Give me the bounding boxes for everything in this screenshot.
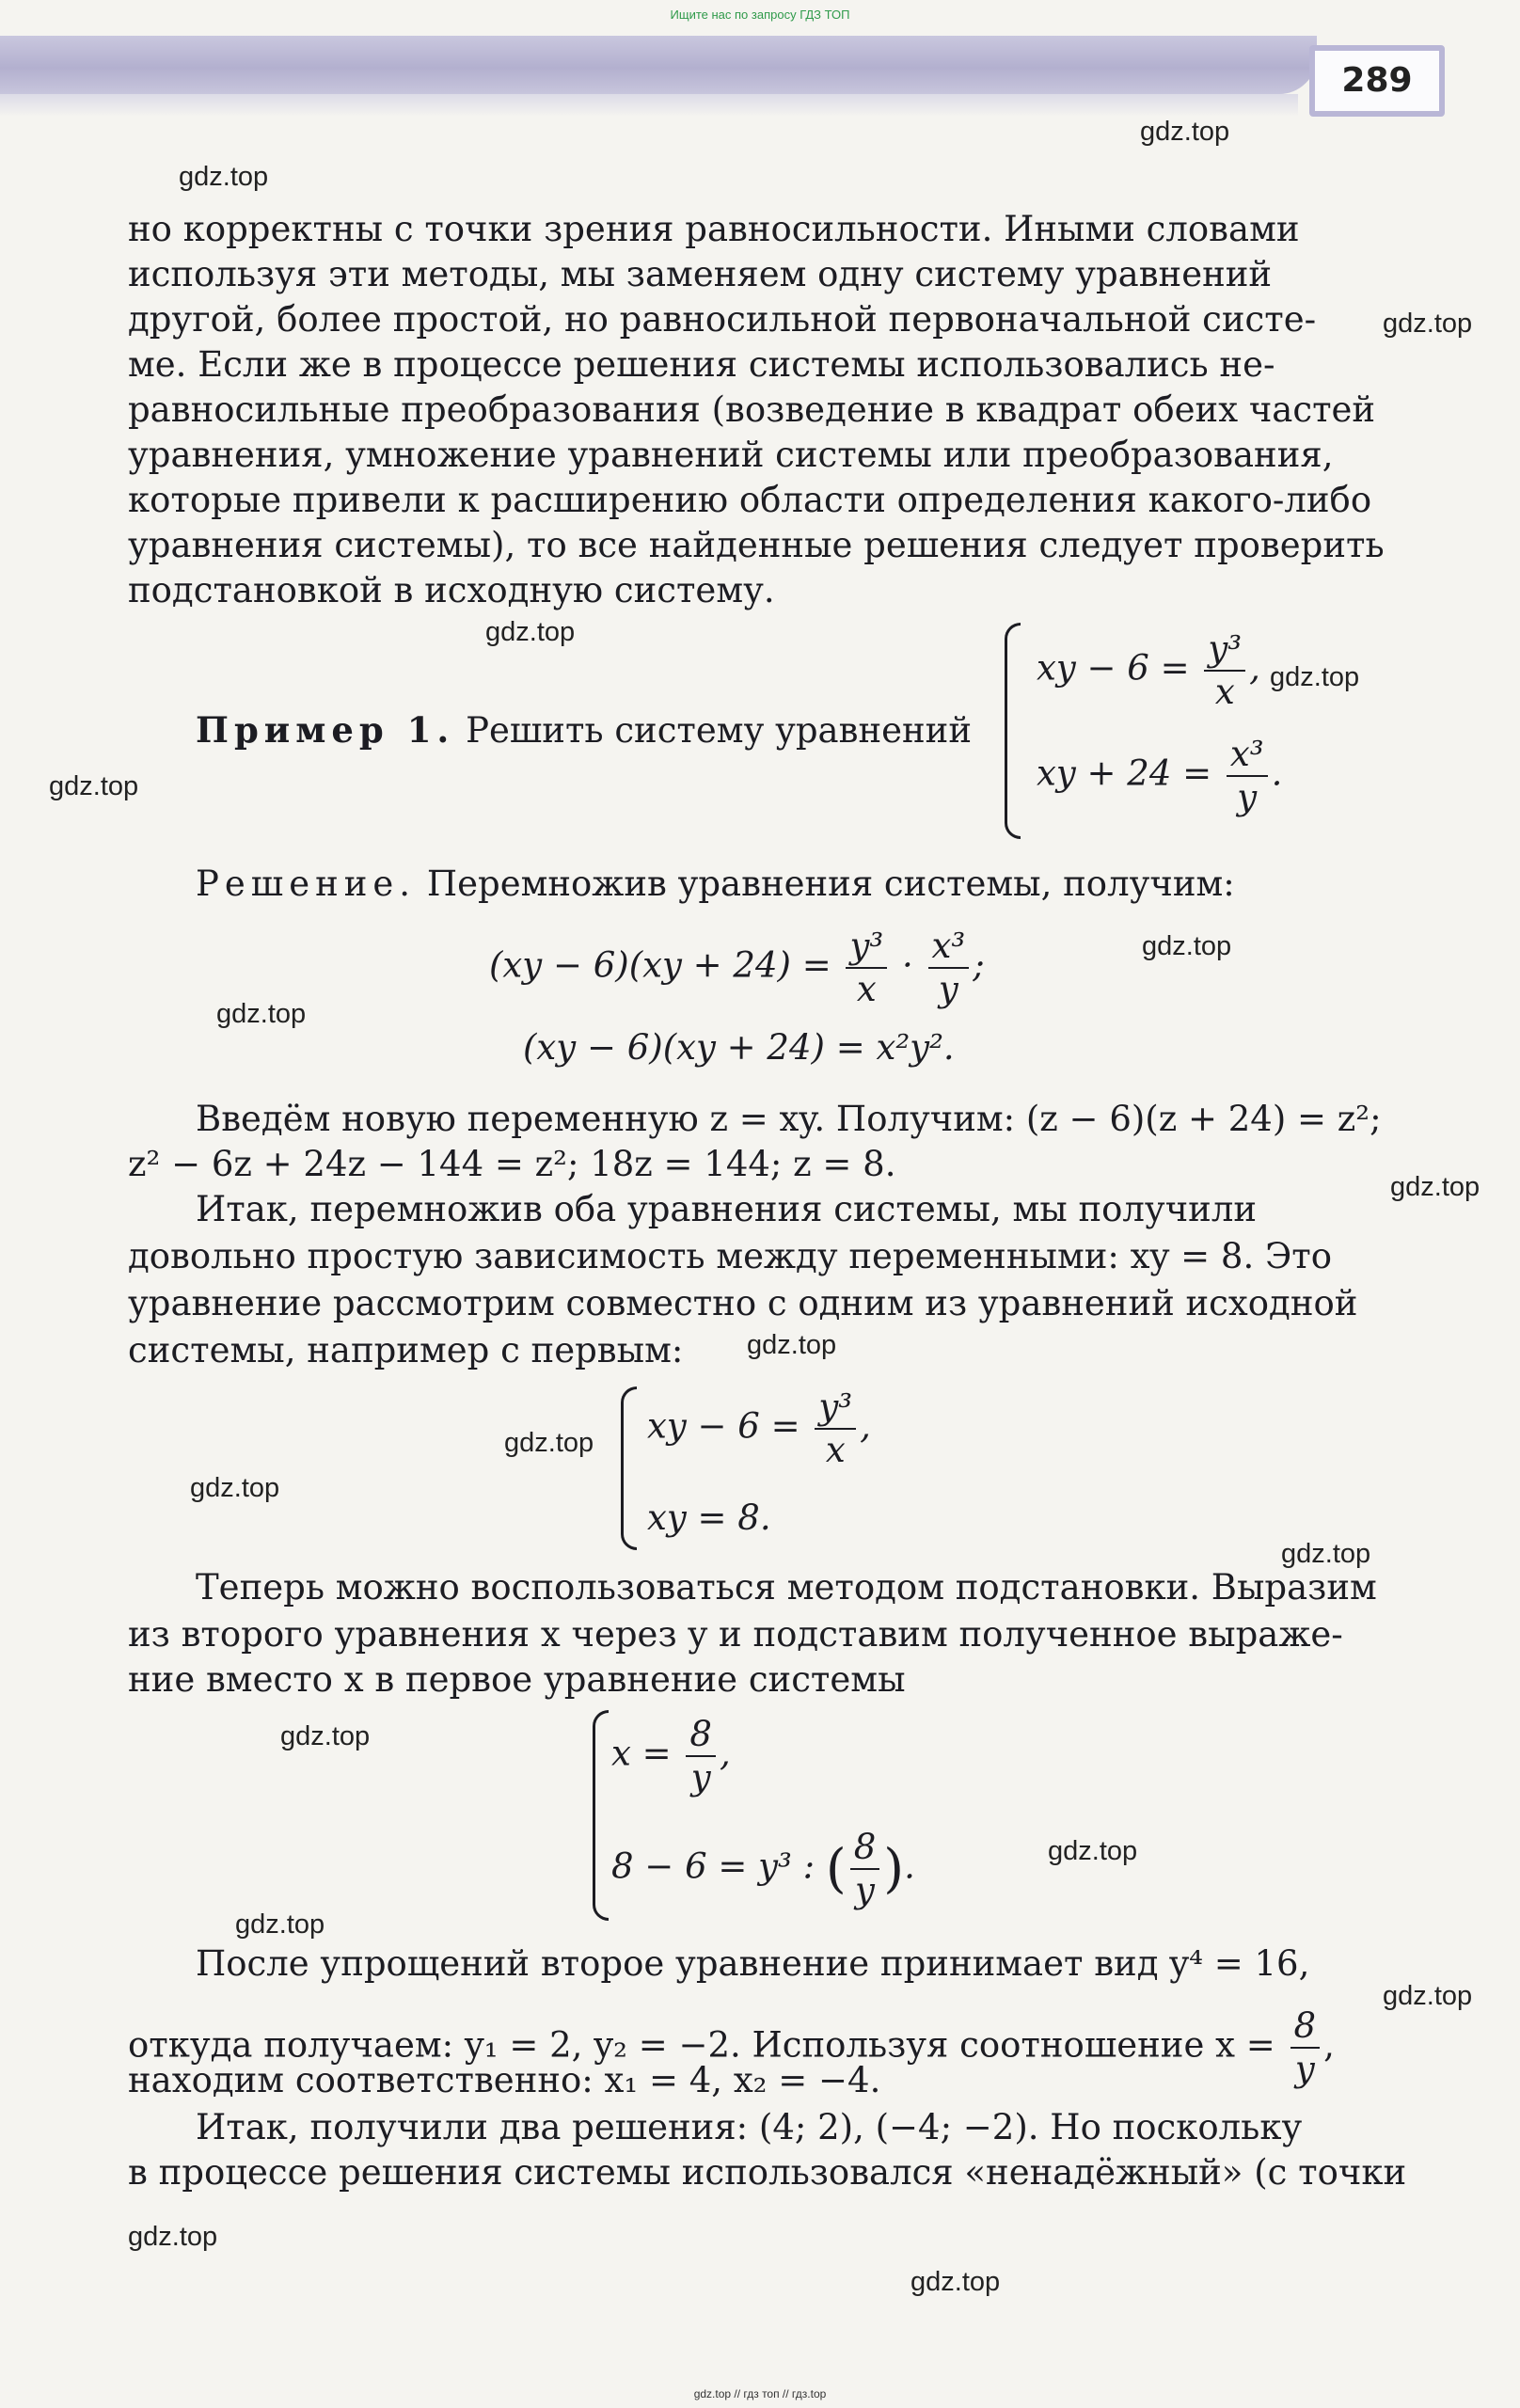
- text-line: довольно простую зависимость между переменными: xy = 8. Это: [128, 1236, 1333, 1276]
- watermark: gdz.top: [280, 1721, 371, 1751]
- system-1: [1005, 623, 1306, 839]
- text-line: Теперь можно воспользоваться методом подстановки. Выразим: [196, 1567, 1377, 1608]
- text-line: из второго уравнения x через y и подставим полученное выраже-: [128, 1614, 1343, 1655]
- header-band: [0, 36, 1317, 94]
- solution-label: Решение.: [196, 863, 417, 904]
- product-equation-2: (xy − 6)(xy + 24) = x²y².: [523, 1027, 955, 1068]
- text-line: в процессе решения системы использовался «ненадёжный» (с точки: [128, 2152, 1407, 2193]
- watermark: gdz.top: [49, 771, 139, 801]
- text-line: системы, например с первым:: [128, 1330, 684, 1370]
- watermark: gdz.top: [1383, 1981, 1473, 2011]
- system-3-eq1: x = $\frac{8}{y}$ ,: [611, 1714, 731, 1798]
- example-label: Пример 1.: [196, 709, 455, 751]
- system-2: [621, 1386, 922, 1552]
- system-1-eq1: xy − 6 = $\frac{\text{y³}}{x}$ ,: [1037, 628, 1260, 712]
- text-line: Введём новую переменную z = xy. Получим: (z − 6)(z + 24) = z²;: [196, 1099, 1382, 1139]
- watermark: gdz.top: [747, 1330, 837, 1360]
- solution-heading: [196, 862, 1235, 907]
- watermark: gdz.top: [1281, 1539, 1371, 1569]
- watermark: gdz.top: [1142, 931, 1232, 961]
- system-3: [593, 1710, 931, 1921]
- watermark: gdz.top: [179, 162, 269, 192]
- brace: [621, 1386, 637, 1550]
- brace: [593, 1710, 609, 1921]
- watermark: gdz.top: [1048, 1836, 1138, 1866]
- system-1-eq2: xy + 24 = $\frac{\text{x³}}{y}$ .: [1037, 734, 1283, 817]
- text-line: которые привели к расширению области определения какого-либо: [128, 480, 1372, 520]
- text-line: уравнение рассмотрим совместно с одним из уравнений исходной: [128, 1283, 1358, 1323]
- product-equation: (xy − 6)(xy + 24) = $\frac{\text{y³}}{x}$ · $\frac{\text{x³}}{y}$ ;: [489, 926, 985, 1009]
- brace: [1005, 623, 1021, 839]
- system-3-eq2: 8 − 6 = y³ : ( $\frac{8}{y}$ ).: [611, 1827, 915, 1910]
- text-line: другой, более простой, но равносильной первоначальной систе-: [128, 299, 1317, 340]
- example-heading: [196, 707, 972, 753]
- top-banner: Ищите нас по запросу ГДЗ ТОП: [670, 8, 850, 22]
- watermark: gdz.top: [504, 1428, 594, 1458]
- text-line: используя эти методы, мы заменяем одну систему уравнений: [128, 254, 1273, 294]
- text-line: ме. Если же в процессе решения системы использовались не-: [128, 344, 1275, 385]
- text-line: но корректны с точки зрения равносильности. Иными словами: [128, 209, 1300, 249]
- text-line: Итак, получили два решения: (4; 2), (−4; −2). Но поскольку: [196, 2107, 1303, 2147]
- page-number: 289: [1309, 45, 1445, 117]
- watermark: gdz.top: [1390, 1172, 1480, 1202]
- watermark: gdz.top: [216, 999, 307, 1029]
- text-line: z² − 6z + 24z − 144 = z²; 18z = 144; z = 8.: [128, 1144, 896, 1184]
- text-line: уравнения, умножение уравнений системы или преобразования,: [128, 435, 1334, 475]
- watermark: gdz.top: [235, 1909, 325, 1940]
- text-line: находим соответственно: x₁ = 4, x₂ = −4.: [128, 2060, 881, 2100]
- footer: gdz.top // гдз топ // гдз.top: [693, 2387, 827, 2400]
- text-line: ние вместо x в первое уравнение системы: [128, 1659, 906, 1700]
- watermark: gdz.top: [910, 2267, 1001, 2297]
- system-2-eq1: xy − 6 = $\frac{\text{y³}}{x}$ ,: [647, 1386, 871, 1470]
- watermark: gdz.top: [190, 1473, 280, 1503]
- watermark: gdz.top: [1270, 662, 1360, 692]
- text-line: Итак, перемножив оба уравнения системы, мы получили: [196, 1189, 1257, 1229]
- solution-text: Перемножив уравнения системы, получим:: [426, 863, 1235, 904]
- text-line: После упрощений второе уравнение принимает вид y⁴ = 16,: [196, 1943, 1310, 1984]
- text-line: равносильные преобразования (возведение в квадрат обеих частей: [128, 389, 1376, 430]
- example-text: Решить систему уравнений: [466, 710, 972, 751]
- text-line: уравнения системы), то все найденные решения следует проверить: [128, 525, 1385, 565]
- text-line: подстановкой в исходную систему.: [128, 570, 775, 610]
- watermark: gdz.top: [1140, 117, 1230, 147]
- text-line: откуда получаем: y₁ = 2, y₂ = −2. Используя соотношение x = $\frac{8}{y}$ ,: [128, 2005, 1335, 2089]
- watermark: gdz.top: [1383, 309, 1473, 339]
- watermark: gdz.top: [485, 617, 576, 647]
- header-shadow: [0, 94, 1298, 117]
- system-2-eq2: xy = 8.: [647, 1497, 771, 1538]
- watermark: gdz.top: [128, 2222, 218, 2252]
